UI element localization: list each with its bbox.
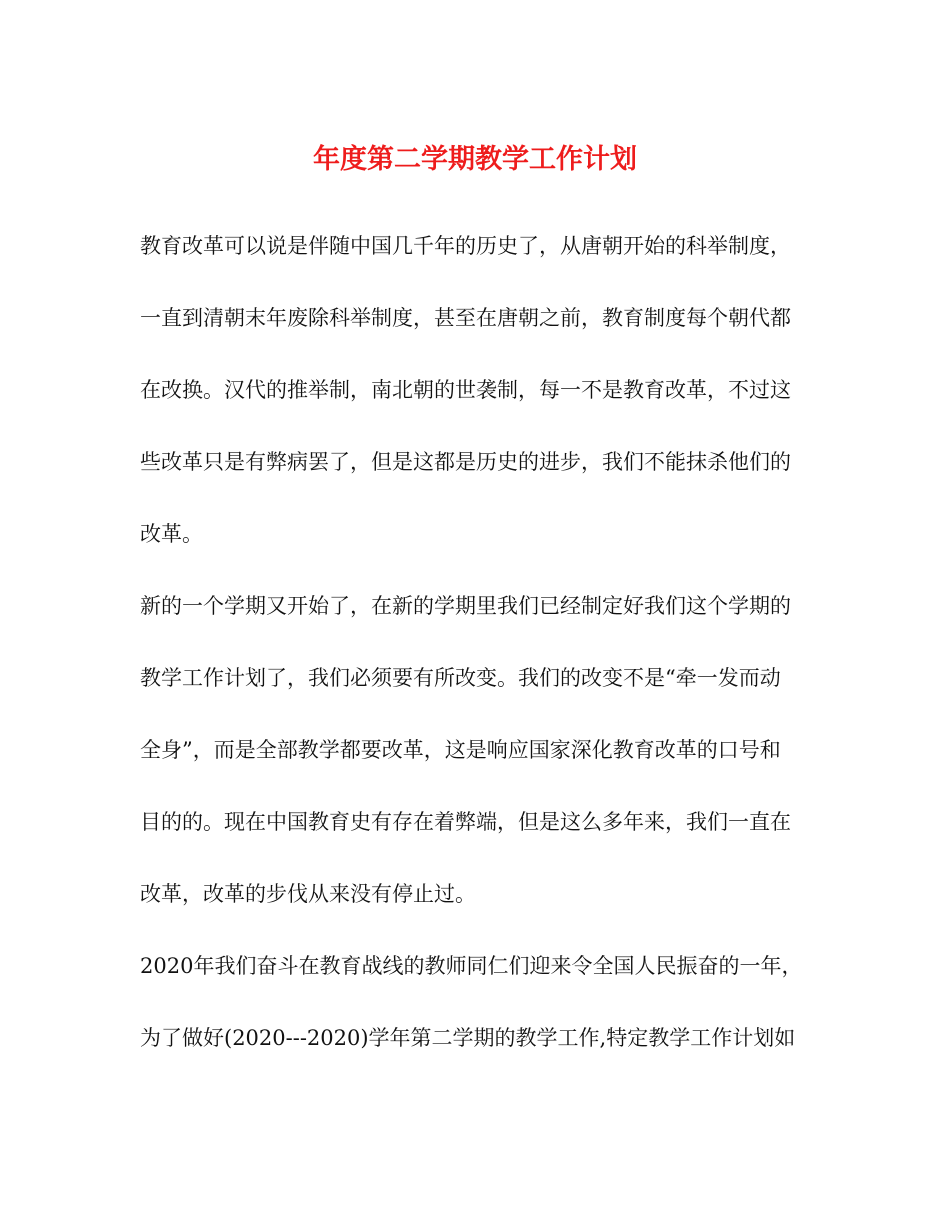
body-line-11: 2020年我们奋斗在教育战线的教师同仁们迎来令全国人民振奋的一年， xyxy=(140,954,803,978)
body-line-2: 一直到清朝末年废除科举制度，甚至在唐朝之前，教育制度每个朝代都 xyxy=(140,306,791,330)
document-title: 年度第二学期教学工作计划 xyxy=(313,144,637,175)
body-line-6: 新的一个学期又开始了，在新的学期里我们已经制定好我们这个学期的 xyxy=(140,594,791,618)
body-line-7: 教学工作计划了，我们必须要有所改变。我们的改变不是“牵一发而动 xyxy=(140,666,781,690)
body-line-12: 为了做好(2020---2020)学年第二学期的教学工作,特定教学工作计划如 xyxy=(140,1026,796,1050)
body-line-1: 教育改革可以说是伴随中国几千年的历史了，从唐朝开始的科举制度， xyxy=(140,234,791,258)
body-line-8: 全身”，而是全部教学都要改革，这是响应国家深化教育改革的口号和 xyxy=(140,738,781,762)
body-line-5: 改革。 xyxy=(140,522,203,546)
body-line-3: 在改换。汉代的推举制，南北朝的世袭制，每一不是教育改革，不过这 xyxy=(140,378,791,402)
body-line-10: 改革，改革的步伐从来没有停止过。 xyxy=(140,882,476,906)
body-line-4: 些改革只是有弊病罢了，但是这都是历史的进步，我们不能抹杀他们的 xyxy=(140,450,791,474)
body-line-9: 目的的。现在中国教育史有存在着弊端，但是这么多年来，我们一直在 xyxy=(140,810,791,834)
